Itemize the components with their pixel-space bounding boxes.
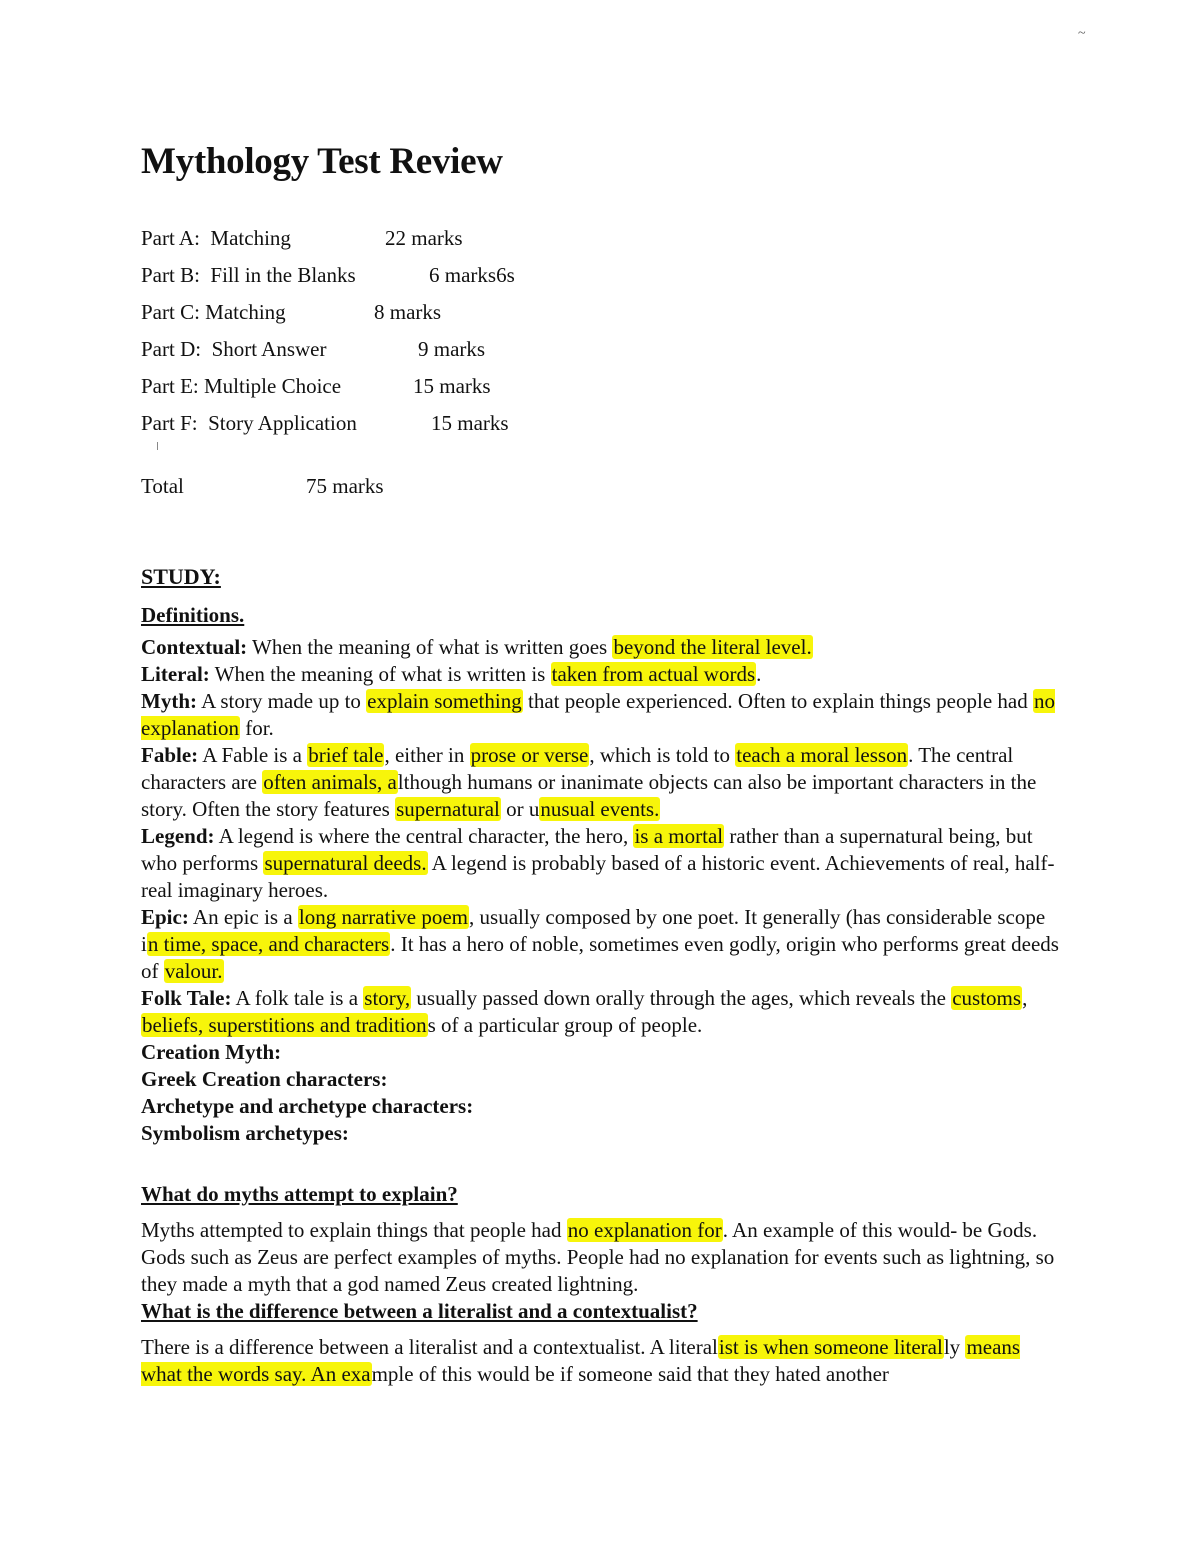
text-run: or u (500, 797, 540, 821)
definition-term: Legend: (141, 824, 215, 848)
test-part-row (141, 407, 741, 444)
definition-item (141, 985, 1061, 1039)
text-run: When the meaning of what is written is (209, 662, 551, 686)
definition-term: Epic: (141, 905, 189, 929)
test-part-label: Part C: Matching (141, 300, 286, 324)
total-row (141, 470, 741, 502)
highlighted-text: means what the words say. An exa (141, 1335, 1021, 1386)
total-marks: 75 marks (306, 474, 384, 498)
test-part-marks: 8 marks (374, 300, 442, 324)
highlighted-text: nusual events. (540, 797, 660, 821)
text-run: s of a particular group of people. (427, 1013, 703, 1037)
study-section (141, 562, 1061, 1388)
text-run: . It has a hero of noble, sometimes even godly, origin who performs great deeds of (141, 932, 1059, 983)
test-part-label: Part D: Short Answer (141, 337, 327, 361)
test-part-marks: 15 marks (431, 411, 509, 435)
definition-term: Contextual: (141, 635, 248, 659)
question-heading: What is the difference between a literalist and a contextualist? (141, 1299, 698, 1323)
test-part-row (141, 296, 741, 333)
text-run: . An example of this would- be Gods. Gods such as Zeus are perfect examples of myths. People had no explanation for events such as lightning, so they made a myth that a god named Zeus created lightning. (141, 1218, 1055, 1296)
test-part-row (141, 222, 741, 259)
text-run: . (756, 662, 762, 686)
stray-mark (157, 442, 158, 450)
question-answer (141, 1217, 1061, 1298)
test-part-row (141, 259, 741, 296)
text-run: A folk tale is a (231, 986, 364, 1010)
test-part-row (141, 370, 741, 407)
definition-term: Folk Tale: (141, 986, 232, 1010)
highlighted-text: long narrative poem (298, 905, 469, 929)
definition-term: Fable: (141, 743, 199, 767)
test-part-label: Part E: Multiple Choice (141, 374, 342, 398)
highlighted-text: supernatural deeds. (264, 851, 427, 875)
highlighted-text: beyond the literal level. (613, 635, 812, 659)
text-run: . The central characters are (141, 743, 1014, 794)
text-run: for. (239, 716, 274, 740)
highlighted-text: prose or verse (470, 743, 589, 767)
text-run: that people experienced. Often to explain things people had (522, 689, 1033, 713)
definition-item (141, 661, 1061, 688)
questions-list (141, 1181, 1061, 1388)
spacer (141, 1208, 1061, 1217)
test-part-marks: 6 marks6s (429, 263, 515, 287)
text-run: , (1022, 986, 1028, 1010)
definition-item (141, 823, 1061, 904)
bold-topics-list (141, 1039, 1061, 1147)
topic-heading: Archetype and archetype characters: (141, 1094, 474, 1118)
test-part-label: Part A: Matching (141, 226, 291, 250)
definition-item (141, 742, 1061, 823)
definition-item (141, 688, 1061, 742)
test-part-label: Part B: Fill in the Blanks (141, 263, 356, 287)
highlighted-text: no explanation for (567, 1218, 722, 1242)
text-run: A legend is probably based of a historic event. Achievements of real, half-real imaginary heroes. (141, 851, 1055, 902)
topic-heading: Creation Myth: (141, 1040, 282, 1064)
total-label: Total (141, 474, 184, 498)
definition-term: Literal: (141, 662, 210, 686)
highlighted-text: explain something (367, 689, 522, 713)
text-run: usually passed down orally through the ages, which reveals the (411, 986, 952, 1010)
text-run: ly (943, 1335, 966, 1359)
highlighted-text: taken from actual words (551, 662, 756, 686)
text-run: An epic is a (188, 905, 298, 929)
highlighted-text: often animals, a (263, 770, 397, 794)
text-run: lthough humans or inanimate objects can also be important characters in the story. Often the story features (141, 770, 1037, 821)
corner-mark: ~ (1078, 26, 1086, 41)
text-run: rather than a supernatural being, but who performs (141, 824, 1033, 875)
question-heading: What do myths attempt to explain? (141, 1182, 458, 1206)
test-part-marks: 15 marks (413, 374, 491, 398)
text-run: A legend is where the central character, the hero, (214, 824, 634, 848)
highlighted-text: customs (952, 986, 1022, 1010)
topic-heading: Greek Creation characters: (141, 1067, 388, 1091)
test-part-marks: 9 marks (418, 337, 486, 361)
study-heading: STUDY: (141, 564, 221, 589)
test-parts-list (141, 222, 741, 444)
text-run: , which is told to (589, 743, 736, 767)
text-run: A story made up to (197, 689, 367, 713)
text-run: , usually composed by one poet. It generally (has considerable scope i (141, 905, 1046, 956)
text-run: , either in (384, 743, 470, 767)
highlighted-text: no explanation (141, 689, 1055, 740)
text-run: There is a difference between a literalist and a contextualist. A literal (141, 1335, 718, 1359)
highlighted-text: valour. (164, 959, 223, 983)
spacer (141, 1147, 1061, 1181)
question-answer (141, 1334, 1061, 1388)
highlighted-text: n time, space, and characters (147, 932, 390, 956)
definitions-heading: Definitions. (141, 603, 245, 627)
highlighted-text: teach a moral lesson (736, 743, 908, 767)
definition-item (141, 904, 1061, 985)
test-part-row (141, 333, 741, 370)
highlighted-text: beliefs, superstitions and tradition (142, 1013, 427, 1037)
page-title: Mythology Test Review (141, 141, 503, 182)
highlighted-text: supernatural (396, 797, 500, 821)
definition-term: Myth: (141, 689, 197, 713)
test-part-marks: 22 marks (385, 226, 463, 250)
definitions-list (141, 634, 1061, 1039)
text-run: Myths attempted to explain things that people had (141, 1218, 567, 1242)
text-run: A Fable is a (198, 743, 308, 767)
highlighted-text: story, (364, 986, 411, 1010)
highlighted-text: is a mortal (634, 824, 724, 848)
definition-item (141, 634, 1061, 661)
highlighted-text: brief tale (308, 743, 384, 767)
test-part-label: Part F: Story Application (141, 411, 357, 435)
highlighted-text: ist is when someone literal (718, 1335, 943, 1359)
text-run: mple of this would be if someone said that they hated another (371, 1362, 889, 1386)
topic-heading: Symbolism archetypes: (141, 1121, 349, 1145)
text-run: When the meaning of what is written goes (247, 635, 613, 659)
spacer (141, 1325, 1061, 1334)
